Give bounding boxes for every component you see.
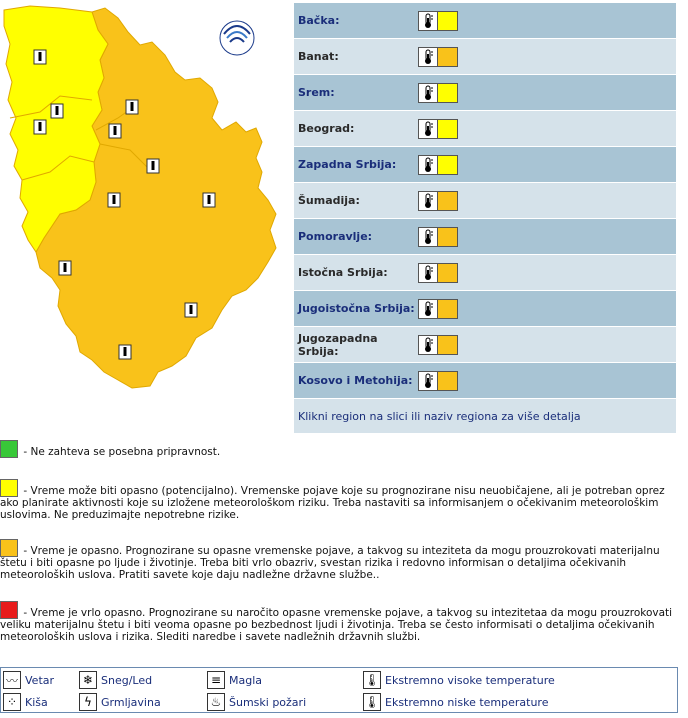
- thermometer-icon: [418, 263, 438, 283]
- thermometer-icon: [418, 299, 438, 319]
- region-name[interactable]: Jugozapadna Srbija:: [298, 331, 378, 358]
- warning-indicator[interactable]: [418, 227, 458, 247]
- yellow-swatch: [0, 479, 18, 497]
- region-row[interactable]: [294, 147, 676, 183]
- legend-red-text: - Vreme je vrlo opasno. Prognozirane su naročito opasne vremenske pojave, a takvog su intezitetaa da mogu prouzrokovati veliku materijalnu štetu i biti veoma opasne po bezbednost ljudi i životinja. Treba se često informisati o detaljima očekivanih meteoroloških uslova i rizika. Slediti naredbe i savete nadležnih državnih službi.: [0, 607, 673, 643]
- thermometer-icon: [418, 119, 438, 139]
- rain-icon: ⁘: [3, 693, 21, 711]
- warning-indicator[interactable]: [418, 299, 458, 319]
- region-name[interactable]: Kosovo i Metohija:: [298, 374, 413, 387]
- green-swatch: [0, 440, 18, 458]
- warning-indicator[interactable]: [418, 83, 458, 103]
- legend-orange-text: - Vreme je opasno. Prognozirane su opasne vremenske pojave, a takvog su inteziteta da mogu prouzrokovati materijalnu štetu i biti opasne po ljude i životinje. Treba biti vrlo obazriv, svestan rizika i redovno informisan o detaljima očekivanih meteoroloških uslova. Pratiti savete koje daju nadležne državne službe..: [0, 545, 660, 581]
- region-row[interactable]: [294, 255, 676, 291]
- map-thermometer-icon[interactable]: [185, 303, 197, 317]
- orange-swatch: [0, 539, 18, 557]
- legend-orange: [0, 539, 684, 581]
- region-row[interactable]: [294, 219, 676, 255]
- thermometer-icon: [418, 227, 438, 247]
- phenomenon-fire: ♨ Šumski požari: [207, 693, 306, 711]
- snowflake-icon: ❄: [79, 671, 97, 689]
- phenomenon-cold: 🌡 Ekstremno niske temperature: [364, 695, 549, 709]
- map-thermometer-icon[interactable]: [119, 345, 131, 359]
- legend-green: [0, 440, 684, 458]
- thermometer-cold-icon: 🌡: [364, 695, 380, 709]
- legend-green-text: - Ne zahteva se posebna pripravnost.: [20, 446, 221, 458]
- fire-icon: ♨: [207, 693, 225, 711]
- thermometer-icon: [418, 11, 438, 31]
- region-row[interactable]: [294, 363, 676, 399]
- map-thermometer-icon[interactable]: [51, 104, 63, 118]
- warning-level-swatch: [438, 11, 458, 31]
- warning-level-swatch: [438, 263, 458, 283]
- thermometer-icon: [418, 83, 438, 103]
- region-name[interactable]: Pomoravlje:: [298, 230, 373, 243]
- region-row[interactable]: [294, 327, 676, 363]
- phenomenon-thunder: ϟ Grmljavina: [79, 693, 161, 711]
- map-thermometer-icon[interactable]: [34, 120, 46, 134]
- warning-level-swatch: [438, 47, 458, 67]
- region-name[interactable]: Srem:: [298, 86, 335, 99]
- map-thermometer-icon[interactable]: [34, 50, 46, 64]
- phenomena-legend-table: [0, 667, 678, 713]
- map-thermometer-icon[interactable]: [108, 193, 120, 207]
- warning-level-swatch: [438, 299, 458, 319]
- warning-indicator[interactable]: [418, 263, 458, 283]
- region-row[interactable]: [294, 291, 676, 327]
- legend-yellow-text: - Vreme može biti opasno (potencijalno). Vremenske pojave koje su prognozirane nisu neuobičajene, ali je potreban oprez ako planirate aktivnosti koje su izložene meteorološkom riziku. Treba nastaviti sa informisanjem o očekivanim meteorološkim uslovima. Ne preduzimajte nepotrebne rizike.: [0, 485, 665, 521]
- region-name[interactable]: Jugoistočna Srbija:: [298, 302, 415, 315]
- phenomenon-rain: ⁘ Kiša: [3, 693, 48, 711]
- legend-red: [0, 601, 684, 643]
- thermometer-hot-icon: 🌡: [364, 673, 380, 687]
- phenomenon-fog: ≡ Magla: [207, 671, 262, 689]
- thermometer-icon: [418, 371, 438, 391]
- legend-yellow: [0, 479, 684, 521]
- region-name[interactable]: Zapadna Srbija:: [298, 158, 397, 171]
- thermometer-icon: [418, 335, 438, 355]
- region-row[interactable]: [294, 183, 676, 219]
- map-thermometer-icon[interactable]: [126, 100, 138, 114]
- thermometer-icon: [418, 155, 438, 175]
- phenomenon-heat: 🌡 Ekstremno visoke temperature: [364, 673, 555, 687]
- rhmz-logo-icon: [220, 21, 254, 55]
- warning-indicator[interactable]: [418, 47, 458, 67]
- map-thermometer-icon[interactable]: [109, 124, 121, 138]
- warning-level-swatch: [438, 155, 458, 175]
- region-name[interactable]: Beograd:: [298, 122, 355, 135]
- warning-indicator[interactable]: [418, 11, 458, 31]
- fog-icon: ≡: [207, 671, 225, 689]
- map-thermometer-icon[interactable]: [203, 193, 215, 207]
- phenomenon-snow: ❄ Sneg/Led: [79, 671, 152, 689]
- region-name[interactable]: Istočna Srbija:: [298, 266, 388, 279]
- warning-level-swatch: [438, 227, 458, 247]
- map-thermometer-icon[interactable]: [147, 159, 159, 173]
- red-swatch: [0, 601, 18, 619]
- phenomenon-wind: 〰 Vetar: [3, 671, 54, 689]
- region-name[interactable]: Banat:: [298, 50, 339, 63]
- warning-level-swatch: [438, 371, 458, 391]
- serbia-warning-map[interactable]: [0, 0, 292, 400]
- warning-indicator[interactable]: [418, 191, 458, 211]
- thermometer-icon: [418, 191, 438, 211]
- wind-icon: 〰: [3, 671, 21, 689]
- region-row[interactable]: [294, 75, 676, 111]
- region-list: [294, 3, 676, 433]
- warning-indicator[interactable]: [418, 335, 458, 355]
- region-name[interactable]: Šumadija:: [298, 194, 360, 207]
- region-hint: Klikni region na slici ili naziv regiona za više detalja: [294, 399, 676, 433]
- region-row[interactable]: [294, 111, 676, 147]
- warning-indicator[interactable]: [418, 371, 458, 391]
- warning-indicator[interactable]: [418, 119, 458, 139]
- region-row[interactable]: [294, 3, 676, 39]
- thermometer-icon: [418, 47, 438, 67]
- region-row[interactable]: [294, 39, 676, 75]
- warning-level-swatch: [438, 191, 458, 211]
- warning-level-swatch: [438, 119, 458, 139]
- lightning-icon: ϟ: [79, 693, 97, 711]
- warning-level-swatch: [438, 335, 458, 355]
- region-name[interactable]: Bačka:: [298, 14, 340, 27]
- warning-indicator[interactable]: [418, 155, 458, 175]
- warning-level-swatch: [438, 83, 458, 103]
- map-thermometer-icon[interactable]: [59, 261, 71, 275]
